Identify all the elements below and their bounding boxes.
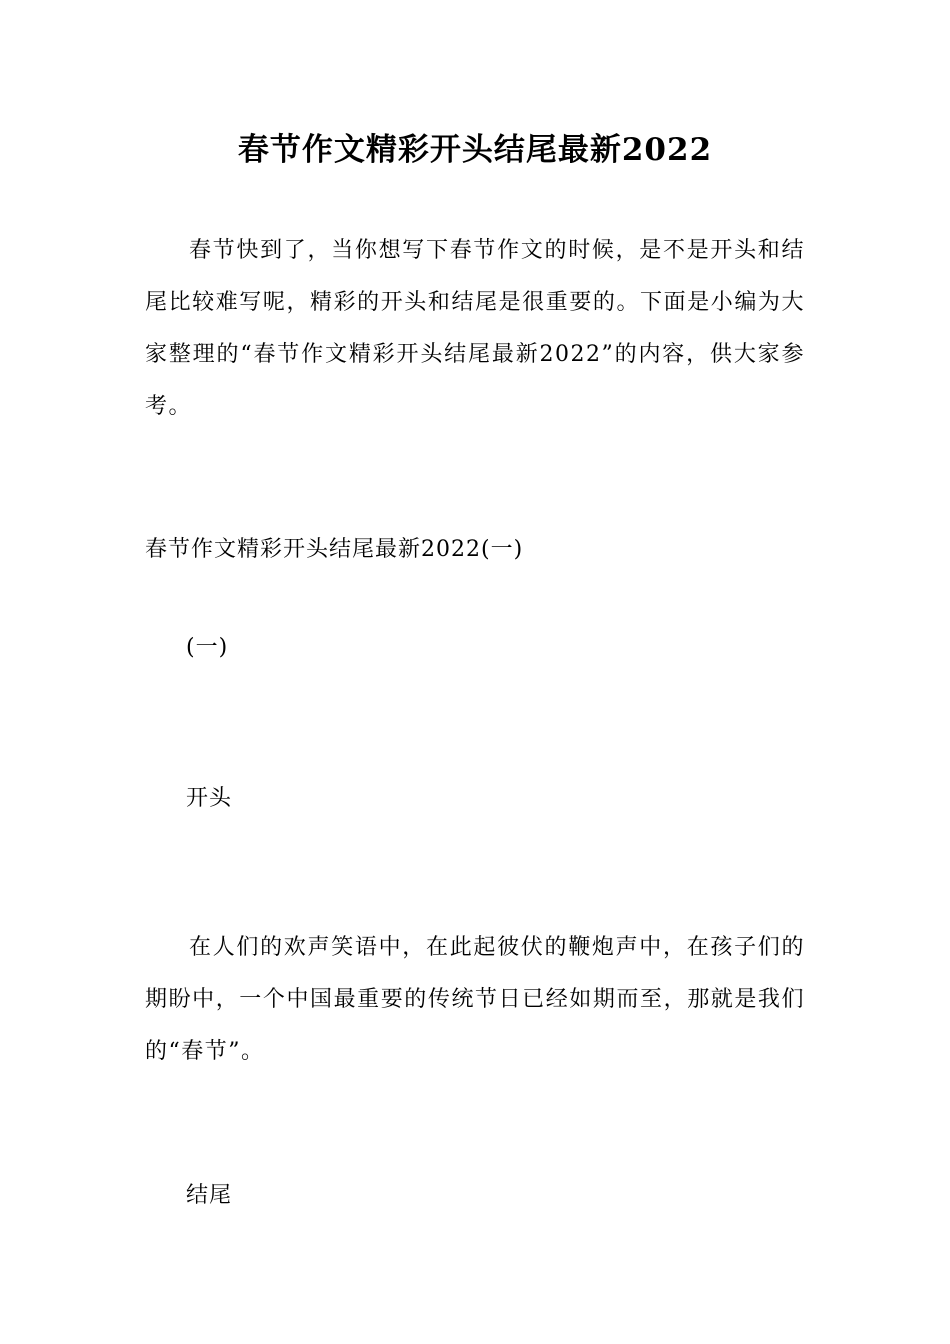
subsection-marker: (一) [186,635,229,660]
ending-label: 结尾 [186,1183,233,1208]
opening-label: 开头 [186,786,233,811]
document-title: 春节作文精彩开头结尾最新2022 [237,132,713,168]
opening-paragraph: 在人们的欢声笑语中，在此起彼伏的鞭炮声中，在孩子们的期盼中，一个中国最重要的传统节日已经如期而至，那就是我们的“春节”。 [145,935,805,1064]
section-heading: 春节作文精彩开头结尾最新2022(一) [145,537,524,562]
intro-paragraph: 春节快到了，当你想写下春节作文的时候，是不是开头和结尾比较难写呢，精彩的开头和结尾是很重要的。下面是小编为大家整理的“春节作文精彩开头结尾最新2022”的内容，供大家参考。 [145,238,805,419]
